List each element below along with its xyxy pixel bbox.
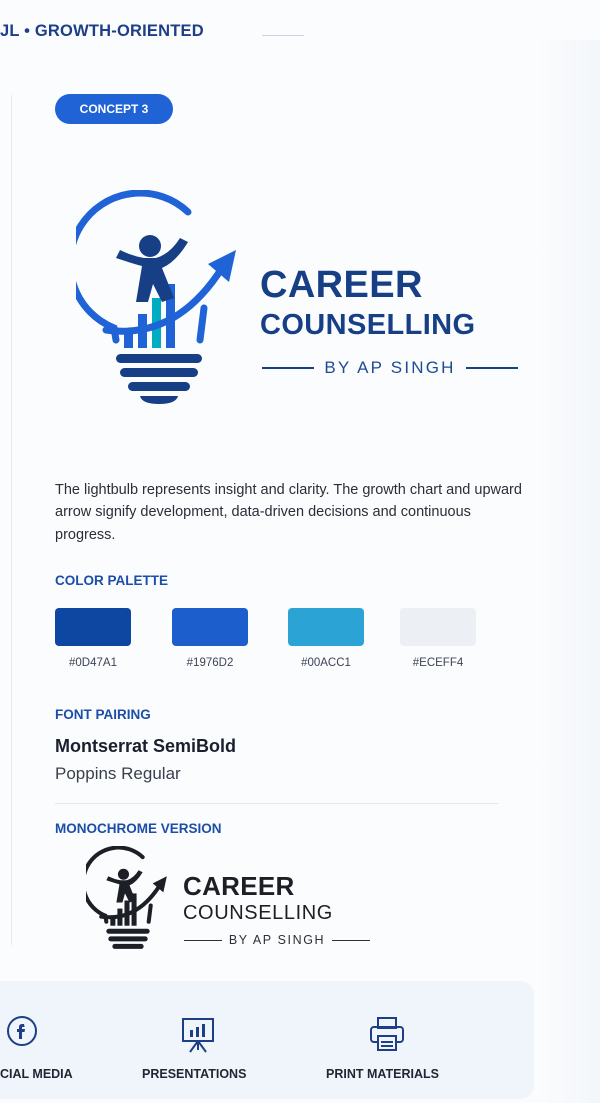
font-secondary-name: Poppins Regular <box>55 764 181 783</box>
application-label-print-materials: PRINT MATERIALS <box>326 1067 439 1081</box>
swatch-cyan <box>288 608 364 646</box>
mono-tagline-text: BY AP SINGH <box>228 933 326 947</box>
application-presentations[interactable] <box>140 981 260 1099</box>
brand-tagline-rule-left <box>262 367 314 369</box>
brand-title-career: CAREER <box>260 264 423 306</box>
swatch-blue <box>172 608 248 646</box>
applications-panel <box>0 981 534 1099</box>
mono-title-counselling: COUNSELLING <box>183 902 333 924</box>
swatch-light <box>400 608 476 646</box>
brand-tagline <box>262 356 518 380</box>
lightbulb-logo-icon <box>76 190 238 408</box>
application-print-materials[interactable] <box>322 981 452 1099</box>
brand-tagline-rule-right <box>466 367 518 369</box>
swatch-navy <box>55 608 131 646</box>
lightbulb-mono-icon <box>86 846 168 956</box>
concept-description: The lightbulb represents insight and clarity. The growth chart and upward arrow signify development, data-driven decisions and continuous progress. <box>55 481 522 543</box>
swatch-label-navy: #0D47A1 <box>69 657 117 669</box>
mono-title-career: CAREER <box>183 871 295 901</box>
swatch-label-blue: #1976D2 <box>186 657 234 669</box>
presentation-board-icon <box>178 1015 218 1055</box>
header-rule <box>262 35 304 36</box>
mono-tagline-rule-left <box>184 940 222 941</box>
swatch-label-light: #ECEFF4 <box>412 657 464 669</box>
application-social-media[interactable] <box>0 981 110 1099</box>
swatch-label-cyan: #00ACC1 <box>301 657 351 669</box>
header-tagline: JL • GROWTH-ORIENTED <box>0 22 204 40</box>
application-label-social-media: CIAL MEDIA <box>0 1067 73 1081</box>
facebook-icon <box>6 1015 38 1047</box>
printer-icon <box>368 1015 406 1053</box>
monochrome-heading: MONOCHROME VERSION <box>55 821 222 836</box>
left-divider <box>11 95 12 945</box>
font-pairing-heading: FONT PAIRING <box>55 707 151 722</box>
color-palette-heading: COLOR PALETTE <box>55 573 168 588</box>
mono-tagline <box>184 930 370 950</box>
concept-badge: CONCEPT 3 <box>55 94 173 124</box>
brand-tagline-text: BY AP SINGH <box>324 358 456 377</box>
mono-tagline-rule-right <box>332 940 370 941</box>
page-right-shade <box>535 40 600 1103</box>
font-primary-name: Montserrat SemiBold <box>55 736 237 756</box>
section-divider <box>55 803 498 804</box>
brand-title-counselling: COUNSELLING <box>260 309 476 341</box>
application-label-presentations: PRESENTATIONS <box>142 1067 247 1081</box>
